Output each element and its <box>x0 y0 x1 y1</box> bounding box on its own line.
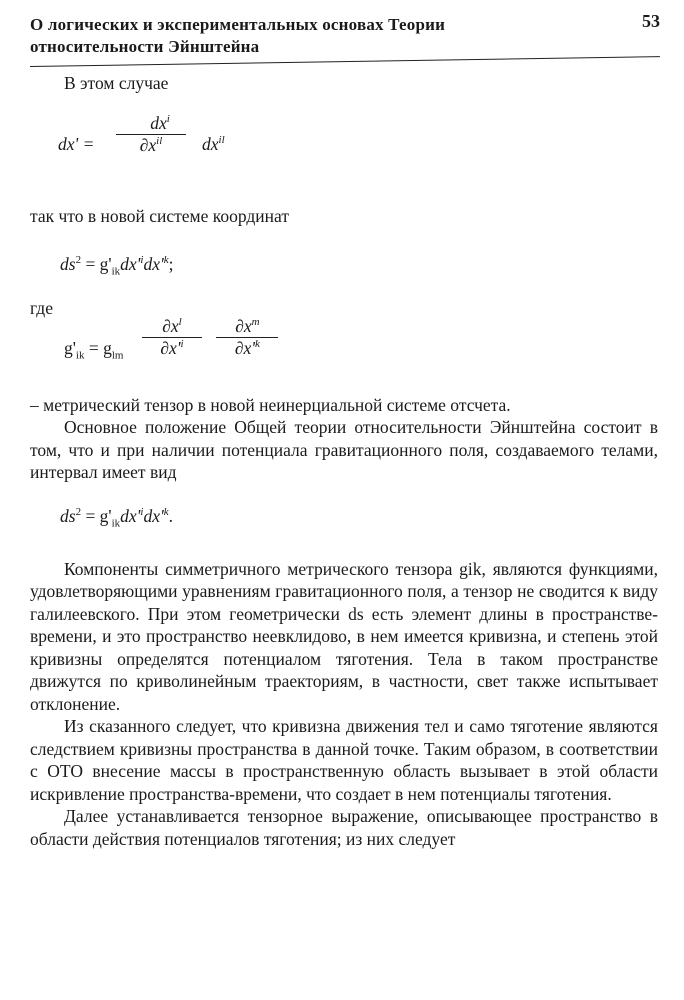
paragraph-curvature-conclusion: Из сказанного следует, что кривизна движения тел и само тяготение являются следствием кривизны пространства в данной точке. Таким образом, в соответствии с ОТО внесение массы в пространственную область вызывает в этой области искривление пространства-времени, что создает в нем потенциалы тяготения. <box>30 716 658 804</box>
equation-interval-new-system: $ds^2 = g'_{ik}dx'^idx'^k$; <box>60 254 174 278</box>
page-number: 53 <box>642 11 660 31</box>
paragraph-intro: В этом случае <box>64 73 169 93</box>
running-title: О логических и экспериментальных основах Теории относительности Эйнштейна <box>30 15 446 56</box>
paragraph-where: где <box>30 298 53 318</box>
paragraph-new-system: так что в новой системе координат <box>30 205 289 226</box>
paragraph-tensor-expression: Далее устанавливается тензорное выражение, описывающее пространство в области действия потенциалов тяготения; из них следует <box>30 806 658 849</box>
page-body <box>30 72 658 850</box>
equation-coordinate-transform: dx' = $\frac{dx^i}{\partial x^{il}}$ $dx^{il}$ <box>58 112 225 155</box>
paragraph-metric-description: – метрический тензор в новой неинерциальной системе отсчета. <box>30 394 511 415</box>
page-header <box>30 11 660 58</box>
paragraph-metric-components: Компоненты симметричного метрического тензора gik, являются функциями, удовлетворяющими уравнениям гравитационного поля, а тензор не сводится к виду галилеевского. При этом геометрически ds есть элемент длины в пространстве-времени, и это пространство неевклидово, в нем имеется кривизна, и степень этой кривизны определятся потенциалом тяготения. Тела в таком пространстве движутся по криволинейным траекториям, в частности, свет также испытывает отклонение. <box>30 558 658 714</box>
equation-interval-gravitational: $ds^2 = g'_{ik}dx'^idx'^k$. <box>60 505 174 529</box>
equation-metric-tensor: $g'_{ik} = g_{lm}$ $\frac{\partial x^l}{\partial x'^i}$ $\frac{\partial x^m}{\partial x'^k}$ <box>30 320 658 394</box>
paragraph-gr-principle: Основное положение Общей теории относительности Эйнштейна состоит в том, что и при наличии потенциала гравитационного поля, создаваемого телами, интервал имеет вид <box>30 417 658 482</box>
